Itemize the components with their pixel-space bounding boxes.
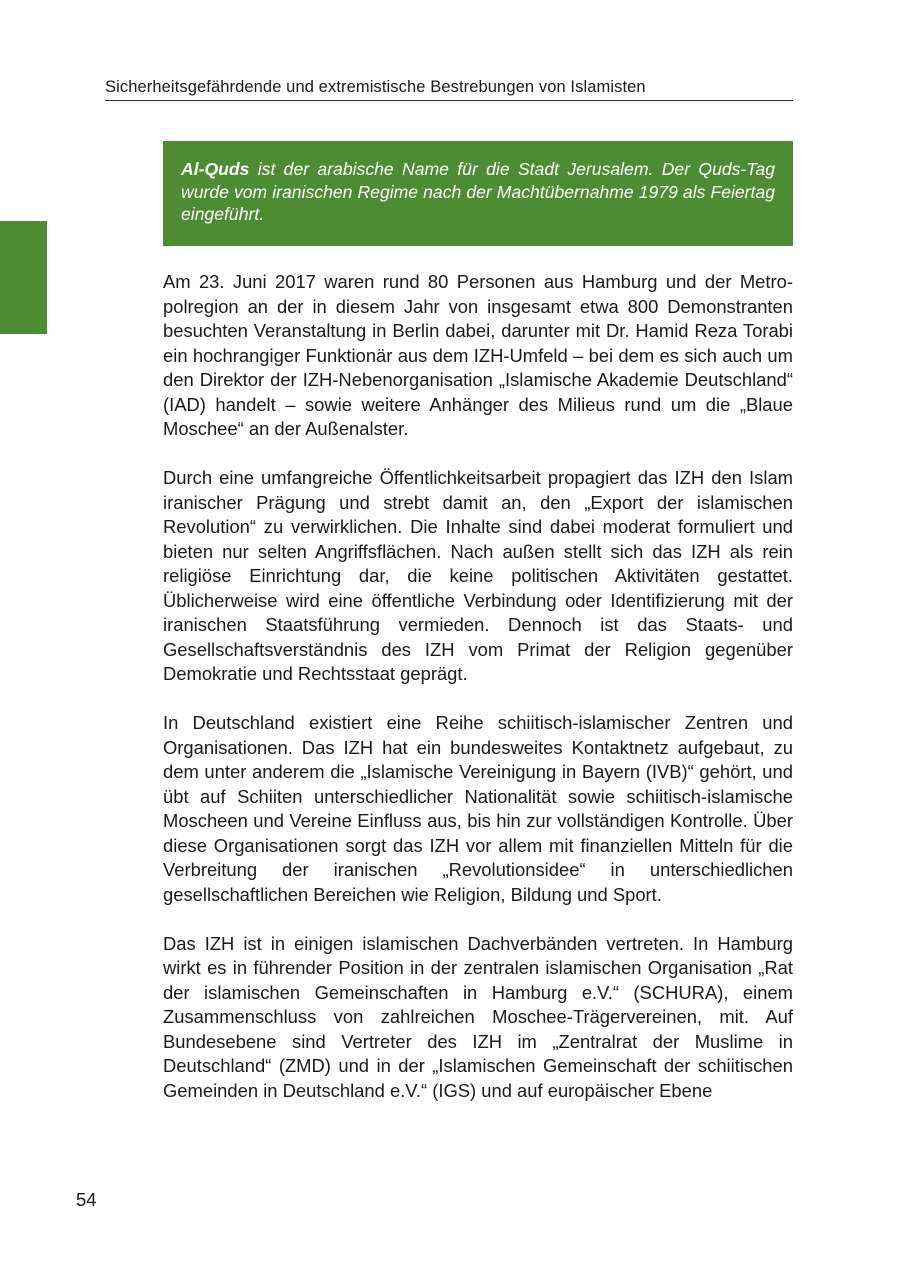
chapter-tab-marker: [0, 221, 47, 334]
paragraph-1: Am 23. Juni 2017 waren rund 80 Personen aus Hamburg und der Metropolregion an der in diesem Jahr von insgesamt etwa 800 Demonstranten besuchten Veranstaltung in Berlin dabei, darunter mit Dr. Hamid Reza Torabi ein hochrangiger Funktionär aus dem IZH-Umfeld – bei dem es sich auch um den Direktor der IZH-Nebenorganisation „Islamische Akademie Deutschland“ (IAD) handelt – sowie weitere Anhänger des Milieus rund um die „Blaue Moschee“ an der Außenalster.: [163, 271, 793, 439]
running-header: [105, 76, 793, 101]
paragraph-4: Das IZH ist in einigen islamischen Dachverbänden vertreten. In Hamburg wirkt es in führender Position in der zentralen islamischen Organisation „Rat der islamischen Gemeinschaften in Hamburg e.V.“ (SCHURA), einem Zusammenschluss von zahlreichen Moschee-Trägervereinen, mit. Auf Bundesebene sind Vertreter des IZH im „Zentralrat der Muslime in Deutschland“ (ZMD) und in der „Islamischen Gemeinschaft der schiitischen Gemeinden in Deutschland e.V.“ (IGS) und auf europäischer Ebene: [163, 932, 793, 1101]
infobox-al-quds: [163, 141, 793, 246]
paragraph-2: Durch eine umfangreiche Öffentlichkeitsarbeit propagiert das IZH den Islam iranischer Prägung und strebt damit an, den „Export der islamischen Revolution“ zu verwirklichen. Die Inhalte sind dabei moderat formuliert und bieten nur selten Angriffsflächen. Nach außen stellt sich das IZH als rein religiöse Einrichtung dar, die keine politischen Aktivitäten gestattet. Üblicherweise wird eine öffentliche Verbindung oder Identifizierung mit der iranischen Staatsführung vermieden. Dennoch ist das Staats- und Gesellschaftsverständnis des IZH vom Primat der Religion gegenüber Demokratie und Rechtsstaat geprägt.: [163, 467, 793, 684]
body-text: [163, 270, 793, 1128]
running-header-title: Sicherheitsgefährdende und extremistische Bestrebungen von Islamisten: [105, 78, 646, 96]
infobox-text: ist der arabische Name für die Stadt Jerusalem. Der Quds-Tag wurde vom iranischen Regime nach der Machtübernahme 1979 als Feiertag eingeführt.: [181, 159, 775, 224]
paragraph-3: In Deutschland existiert eine Reihe schiitisch-islamischer Zentren und Organisationen. Das IZH hat ein bundesweites Kontaktnetz aufgebaut, zu dem unter anderem die „Islamische Vereinigung in Bayern (IVB)“ gehört, und übt auf Schiiten unterschiedlicher Nationalität sowie schiitisch-islamische Moscheen und Vereine Einfluss aus, bis hin zur vollständigen Kontrolle. Über diese Organisationen sorgt das IZH vor allem mit finanziellen Mitteln für die Verbreitung der iranischen „Revolutionsidee“ in unterschiedlichen gesellschaftlichen Bereichen wie Religion, Bildung und Sport.: [163, 712, 793, 905]
page-number: 54: [76, 1189, 97, 1210]
infobox-term: Al-Quds: [181, 159, 250, 179]
